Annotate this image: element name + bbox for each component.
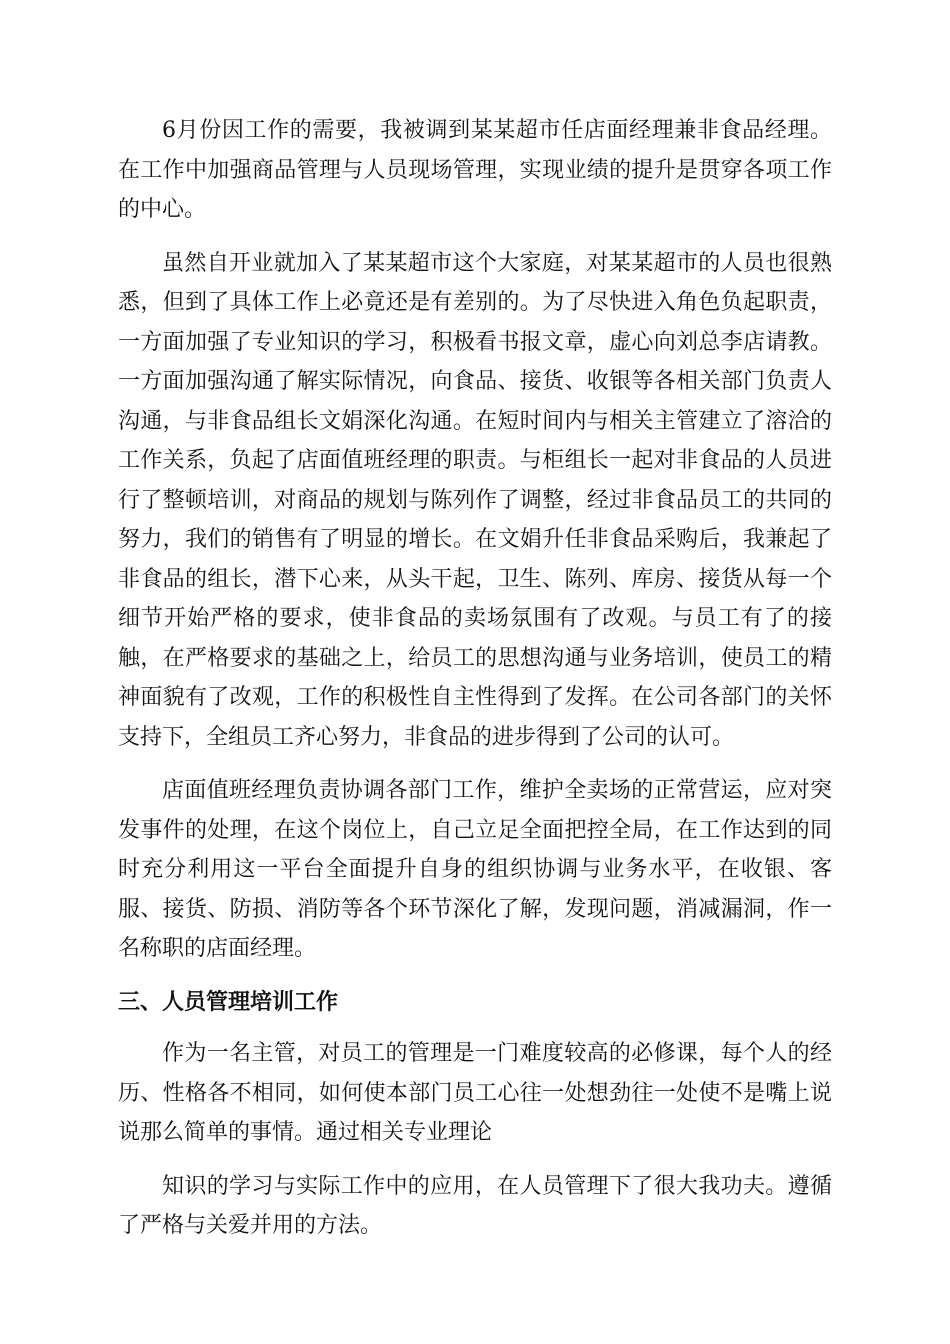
paragraph-nonfood-work: 虽然自开业就加入了某某超市这个大家庭，对某某超市的人员也很熟悉，但到了具体工作上必竟还是有差别的。为了尽快进入角色负起职责，一方面加强了专业知识的学习，积极看书报文章，虚心向刘总李店请教。一方面加强沟通了解实际情况，向食品、接货、收银等各相关部门负责人沟通，与非食品组长文娟深化沟通。在短时间内与相关主管建立了溶洽的工作关系，负起了店面值班经理的职责。与柜组长一起对非食品的人员进行了整顿培训，对商品的规划与陈列作了调整，经过非食品员工的共同的努力，我们的销售有了明显的增长。在文娟升任非食品采购后，我兼起了非食品的组长，潜下心来，从头干起，卫生、陈列、库房、接货从每一个细节开始严格的要求，使非食品的卖场氛围有了改观。与员工有了的接触，在严格要求的基础之上，给员工的思想沟通与业务培训，使员工的精神面貌有了改观，工作的积极性自主性得到了发挥。在公司各部门的关怀支持下，全组员工齐心努力，非食品的进步得到了公司的认可。 <box>118 250 832 750</box>
paragraph-duty-manager: 店面值班经理负责协调各部门工作，维护全卖场的正常营运，应对突发事件的处理，在这个岗位上，自己立足全面把控全局，在工作达到的同时充分利用这一平台全面提升自身的组织协调与业务水平，在收银、客服、接货、防损、消防等各个环节深化了解，发现问题，消减漏洞，作一名称职的店面经理。 <box>118 778 832 961</box>
paragraph-training-method: 知识的学习与实际工作中的应用，在人员管理下了很大我功夫。遵循了严格与关爱并用的方法。 <box>118 1173 832 1238</box>
paragraph-assignment: 6月份因工作的需要，我被调到某某超市任店面经理兼非食品经理。在工作中加强商品管理与人员现场管理，实现业绩的提升是贯穿各项工作的中心。 <box>118 118 832 222</box>
paragraph-staff-management: 作为一名主管，对员工的管理是一门难度较高的必修课，每个人的经历、性格各不相同，如何使本部门员工心往一处想劲往一处使不是嘴上说说那么简单的事情。通过相关专业理论 <box>118 1041 832 1145</box>
document-body <box>118 111 832 1260</box>
section-heading: 三、人员管理培训工作 <box>118 989 339 1015</box>
